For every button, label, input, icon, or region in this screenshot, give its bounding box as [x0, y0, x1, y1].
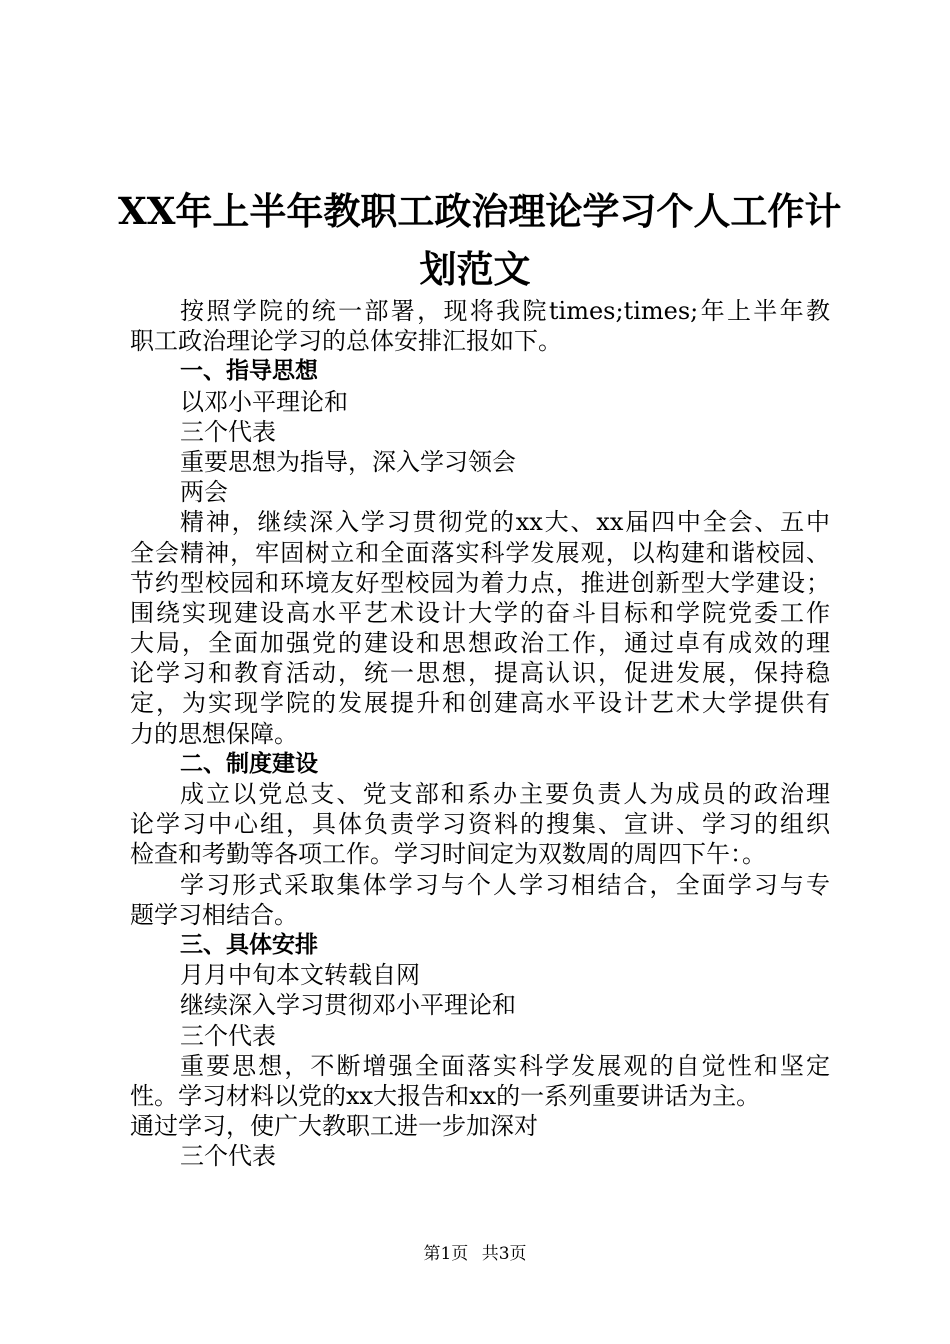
- paragraph-line: 按照学院的统一部署，现将我院times;times;年上半年教: [180, 297, 830, 325]
- paragraph-line: 重要思想，不断增强全面落实科学发展观的自觉性和坚定: [180, 1051, 830, 1080]
- paragraph-line: 三个代表: [180, 1021, 276, 1050]
- paragraph-line: 全会精神，牢固树立和全面落实科学发展观，以构建和谐校园、: [130, 538, 830, 567]
- paragraph-line: 性。学习材料以党的xx大报告和xx的一系列重要讲话为主。: [130, 1081, 761, 1110]
- page-footer: [0, 1243, 950, 1265]
- paragraph-line: 以邓小平理论和: [180, 387, 348, 416]
- paragraph-line: 两会: [180, 478, 228, 507]
- paragraph-line: 检查和考勤等各项工作。学习时间定为双数周的周四下午：。: [130, 840, 766, 869]
- paragraph-line: 题学习相结合。: [130, 900, 298, 929]
- paragraph-line: 重要思想为指导，深入学习领会: [180, 447, 516, 476]
- paragraph-line: 定，为实现学院的发展提升和创建高水平设计艺术大学提供有: [130, 689, 830, 718]
- paragraph-line: 论学习中心组，具体负责学习资料的搜集、宣讲、学习的组织: [130, 810, 830, 839]
- paragraph-line: 月月中旬本文转载自网: [180, 961, 420, 990]
- paragraph-line: 成立以党总支、党支部和系办主要负责人为成员的政治理: [180, 780, 830, 808]
- paragraph-line: 通过学习，使广大教职工进一步加深对: [130, 1112, 538, 1141]
- paragraph-line: 继续深入学习贯彻邓小平理论和: [180, 991, 516, 1020]
- paragraph-line: 三个代表: [180, 417, 276, 446]
- document-body: [130, 296, 830, 1171]
- paragraph-line: 学习形式采取集体学习与个人学习相结合，全面学习与专: [180, 870, 830, 899]
- paragraph-line: 职工政治理论学习的总体安排汇报如下。: [130, 327, 562, 356]
- section-heading: 一、指导思想: [180, 358, 318, 385]
- document-title-line-1: XX年上半年教职工政治理论学习个人工作计: [118, 189, 842, 233]
- page-number-total: 共3页: [481, 1244, 527, 1264]
- paragraph-line: 围绕实现建设高水平艺术设计大学的奋斗目标和学院党委工作: [130, 598, 830, 627]
- document-title-line-2: 划范文: [419, 247, 531, 291]
- paragraph-line: 力的思想保障。: [130, 719, 298, 748]
- paragraph-line: 大局，全面加强党的建设和思想政治工作，通过卓有成效的理: [130, 629, 830, 658]
- paragraph-line: 三个代表: [180, 1142, 276, 1171]
- page-number-current: 第1页: [423, 1244, 469, 1264]
- paragraph-line: 节约型校园和环境友好型校园为着力点，推进创新型大学建设；: [130, 568, 830, 597]
- paragraph-line: 论学习和教育活动，统一思想，提高认识，促进发展，保持稳: [130, 659, 830, 688]
- section-heading: 三、具体安排: [180, 931, 318, 958]
- section-heading: 二、制度建设: [180, 750, 318, 777]
- paragraph-line: 精神，继续深入学习贯彻党的xx大、xx届四中全会、五中: [180, 508, 830, 537]
